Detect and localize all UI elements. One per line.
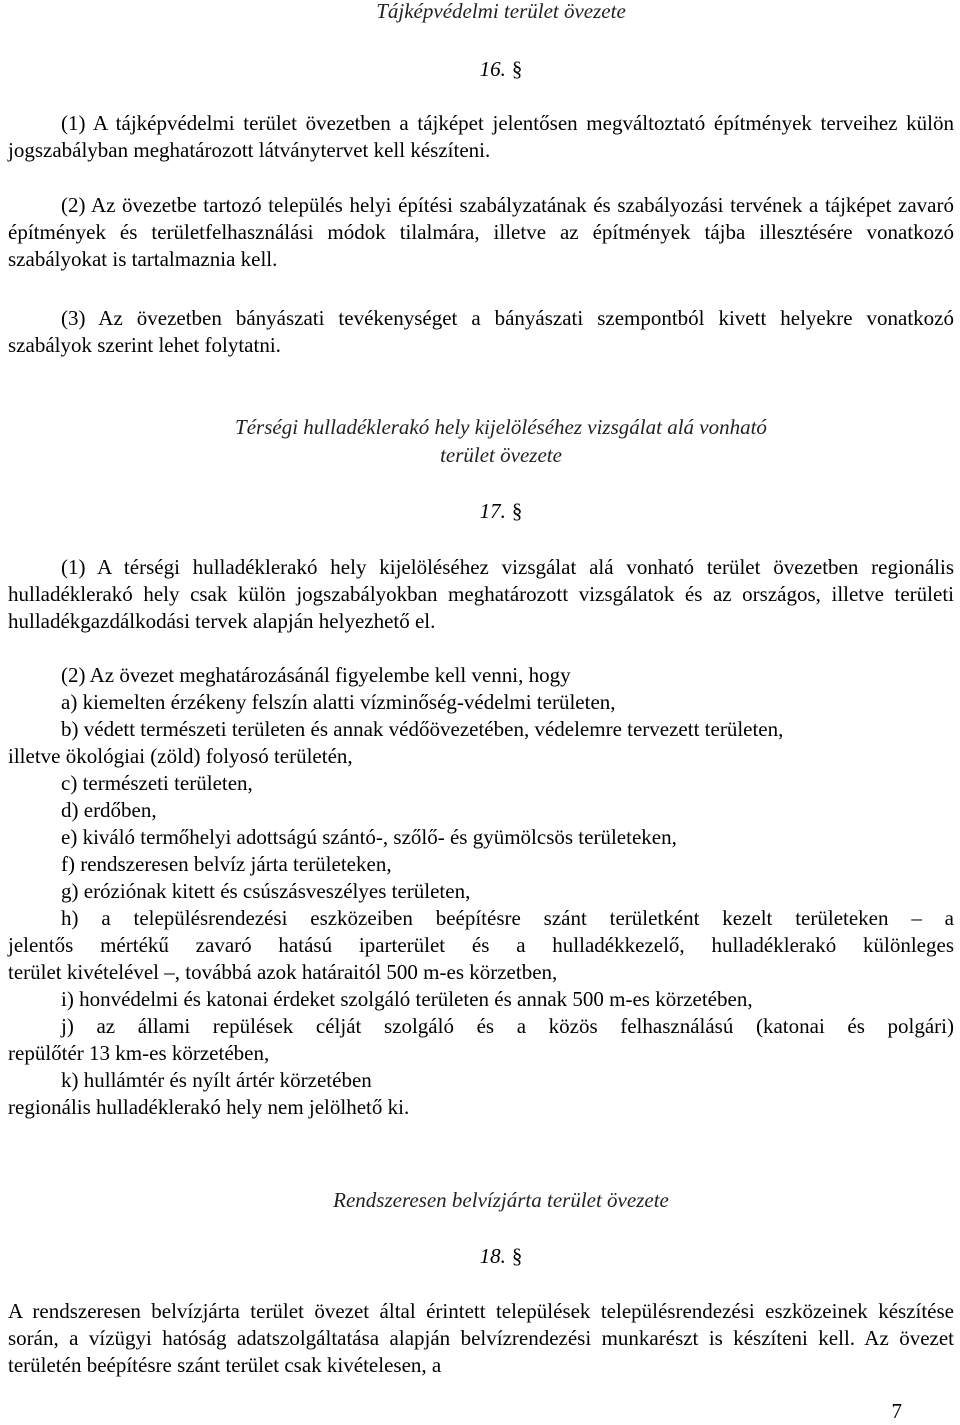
list-item-e: e) kiváló termőhelyi adottságú szántó-, szőlő- és gyümölcsös területeken,	[61, 825, 677, 849]
section-number: 16.	[479, 57, 506, 81]
list-item-h-continuation-1: jelentős mértékű zavaró hatású iparterület és a hulladékkezelő, hulladéklerakó különleges	[8, 933, 954, 957]
section-16-heading: Tájképvédelmi terület övezete	[376, 0, 626, 23]
paragraph-2-intro: (2) Az övezet meghatározásánál figyelembe kell venni, hogy	[61, 663, 571, 687]
list-item-j-continuation: repülőtér 13 km-es körzetében,	[8, 1041, 270, 1065]
list-item-h: h) a településrendezési eszközeiben beépítésre szánt területként kezelt területeken – a	[61, 906, 954, 930]
section-17-heading	[8, 413, 960, 469]
section-18-paragraph-1: A rendszeresen belvízjárta terület övezet által érintett települések településrendezési eszközeinek készítése során, a vízügyi hatóság adatszolgáltatása alapján belvízrendezési munkarészt is készíteni kell. Az övezet területén beépítésre szánt terület csak kivételesen, a	[8, 1299, 954, 1377]
section-17-heading-line-2: terület övezete	[440, 443, 562, 467]
section-17-paragraph-2	[8, 662, 954, 1121]
list-item-c: c) természeti területen,	[61, 771, 253, 795]
section-18-number	[8, 1243, 960, 1270]
list-item-i: i) honvédelmi és katonai érdeket szolgáló területen és annak 500 m-es körzetében,	[61, 987, 753, 1011]
section-17-paragraph-1: (1) A térségi hulladéklerakó hely kijelöléséhez vizsgálat alá vonható terület övezetben regionális hulladéklerakó hely csak külön jogszabályokban meghatározott vizsgálatok és az országos, illetve területi hulladékgazdálkodási tervek alapján helyezhető el.	[8, 555, 954, 633]
section-17-heading-line-1: Térségi hulladéklerakó hely kijelöléséhez vizsgálat alá vonható	[235, 415, 767, 439]
section-17-number	[8, 498, 960, 525]
list-item-k: k) hullámtér és nyílt ártér körzetében	[61, 1068, 372, 1092]
section-16-number	[8, 56, 960, 83]
section-18-heading: Rendszeresen belvízjárta terület övezete	[333, 1188, 669, 1212]
page-number: 7	[891, 1399, 902, 1423]
list-item-b: b) védett természeti területen és annak védőövezetében, védelemre tervezett területen,	[61, 717, 784, 741]
list-item-d: d) erdőben,	[61, 798, 157, 822]
paragraph-sign: §	[511, 1244, 523, 1268]
list-item-b-continuation: illetve ökológiai (zöld) folyosó területén,	[8, 744, 353, 768]
section-17-closing: regionális hulladéklerakó hely nem jelölhető ki.	[8, 1095, 410, 1119]
section-number: 17.	[479, 499, 506, 523]
paragraph-sign: §	[511, 57, 523, 81]
list-item-a: a) kiemelten érzékeny felszín alatti vízminőség-védelmi területen,	[61, 690, 616, 714]
list-item-g: g) eróziónak kitett és csúszásveszélyes területen,	[61, 879, 471, 903]
section-16-paragraph-3: (3) Az övezetben bányászati tevékenységet a bányászati szempontból kivett helyekre vonatkozó szabályok szerint lehet folytatni.	[8, 306, 954, 357]
section-number: 18.	[479, 1244, 506, 1268]
section-16-paragraph-1: (1) A tájképvédelmi terület övezetben a tájképet jelentősen megváltoztató építmények terveihez külön jogszabályban meghatározott látványtervet kell készíteni.	[8, 111, 954, 162]
section-16-paragraph-2: (2) Az övezetbe tartozó település helyi építési szabályzatának és szabályozási tervének a tájképet zavaró építmények és területfelhasználási módok tilalmára, illetve az építmények tájba illesztésére vonatkozó szabályokat is tartalmaznia kell.	[8, 193, 954, 271]
list-item-h-continuation-2: terület kivételével –, továbbá azok határaitól 500 m-es körzetben,	[8, 960, 558, 984]
paragraph-sign: §	[511, 499, 523, 523]
list-item-f: f) rendszeresen belvíz járta területeken,	[61, 852, 392, 876]
list-item-j: j) az állami repülések célját szolgáló és a közös felhasználású (katonai és polgári)	[61, 1014, 954, 1038]
